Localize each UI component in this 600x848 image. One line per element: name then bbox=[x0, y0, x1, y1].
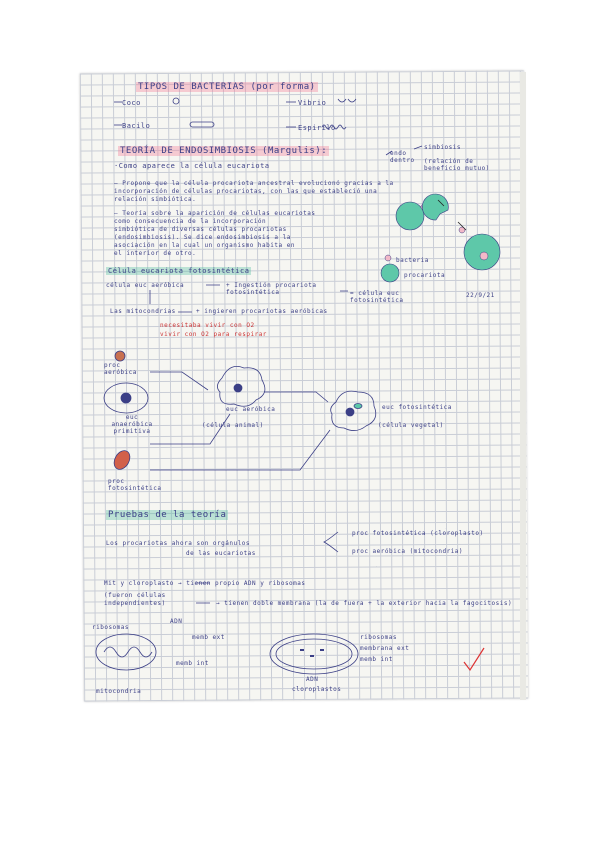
legend-procariota: procariota bbox=[404, 272, 446, 279]
mito-memb-int: memb int bbox=[176, 660, 209, 667]
photosynthetic-title: Célula eucariota fotosintética bbox=[108, 267, 250, 275]
chloro-ribosomas: ribosomas bbox=[360, 634, 398, 641]
para2-line3: simbiótica de diversas células procariotas bbox=[114, 226, 287, 233]
mito-adn: ADN bbox=[170, 618, 183, 625]
chloro-memb-ext: membrana ext bbox=[360, 645, 410, 652]
red-note2: vivir con O2 para respirar bbox=[160, 331, 267, 338]
euc-aerobic-sub: (célula animal) bbox=[202, 422, 264, 429]
tag-left: endo bbox=[390, 150, 407, 157]
s3-line2: Las mitocondrias bbox=[110, 308, 176, 315]
prok-photo-label: proc fotosintética bbox=[108, 478, 162, 492]
branch-mitochondria: proc aeróbica (mitocondria) bbox=[352, 548, 464, 555]
para2-line2: como consecuencia de la incorporación bbox=[114, 218, 267, 225]
euc-photo-sub: (célula vegetal) bbox=[378, 422, 444, 429]
bacteria-types-title: TIPOS DE BACTERIAS (por forma) bbox=[138, 82, 316, 92]
bacilo-label: Bacilo bbox=[122, 122, 151, 130]
chloro-memb-int: memb int bbox=[360, 656, 393, 663]
s4-line3: → tienen doble membrana (la de fuera + la exterior hacia la fagocitosis) bbox=[216, 600, 513, 607]
mito-memb-ext: memb ext bbox=[192, 634, 225, 641]
s3-line1c: = célula euc fotosintética bbox=[350, 290, 404, 304]
s3-line1: célula euc aeróbica bbox=[106, 282, 185, 289]
para1-line1: – Propone que la célula procariota ancestral evolucionó gracias a la bbox=[114, 180, 394, 187]
legend-bacteria: bacteria bbox=[396, 257, 429, 264]
date: 22/9/21 bbox=[466, 292, 495, 299]
espirilo-label: Espirilo bbox=[298, 124, 336, 132]
para2-line4: (endosimbiosis). Se dice endosimbiosis a la bbox=[114, 234, 291, 241]
tag-right: simbiosis bbox=[424, 144, 462, 151]
tag-right2: (relación de beneficio mutuo) bbox=[424, 158, 490, 172]
para1-line3: relación simbiótica. bbox=[114, 196, 197, 203]
endosymbiosis-title: TEORÍA DE ENDOSIMBIOSIS (Margulis): bbox=[120, 146, 328, 156]
s4-line2c: independientes) bbox=[104, 600, 166, 607]
chloro-caption: ADN bbox=[306, 676, 319, 683]
s4-line2: Mit y cloroplasto → tienen propio ADN y ribosomas bbox=[104, 580, 306, 587]
s4-line1: Los procariotas ahora son orgánulos bbox=[106, 540, 250, 547]
red-note1: necesitaba vivir con O2 bbox=[160, 322, 255, 329]
mito-ribosomas: ribosomas bbox=[92, 624, 130, 631]
euc-photo-label: euc fotosintética bbox=[382, 404, 452, 411]
branch-chloroplast: proc fotosintética (cloroplasto) bbox=[352, 530, 484, 537]
para2-line5: asociación en la cual un organismo habita en bbox=[114, 242, 295, 249]
chloro-caption2: cloroplastos bbox=[292, 686, 342, 693]
mito-caption: mitocondria bbox=[96, 688, 142, 695]
evidence-title: Pruebas de la teoría bbox=[108, 510, 227, 520]
coco-label: Coco bbox=[122, 99, 141, 107]
prok-aerobic-label: proc aeróbica bbox=[104, 362, 137, 376]
s3-line2b: + ingieren procariotas aeróbicas bbox=[196, 308, 328, 315]
euc-anaerobic-label: euc anaeróbica primitiva bbox=[111, 414, 153, 435]
s4-line1b: de las eucariotas bbox=[186, 550, 256, 557]
para1-line2: incorporación de células procariotas, con las que estableció una bbox=[114, 188, 378, 195]
euc-aerobic-label: euc aeróbica bbox=[226, 406, 276, 413]
tag-left2: dentro bbox=[390, 157, 415, 164]
s3-line1b: + Ingestión procariota fotosintética bbox=[226, 282, 317, 296]
page-edge bbox=[520, 72, 526, 700]
para2-line6: el interior de otro. bbox=[114, 250, 197, 257]
vibrio-label: Vibrio bbox=[298, 99, 327, 107]
s4-line2b: (fueron células bbox=[104, 592, 166, 599]
endosymbiosis-line1: ·Como aparece la célula eucariota bbox=[114, 162, 270, 170]
para2-line1: – Teoría sobre la aparición de células eucariotas bbox=[114, 210, 316, 217]
